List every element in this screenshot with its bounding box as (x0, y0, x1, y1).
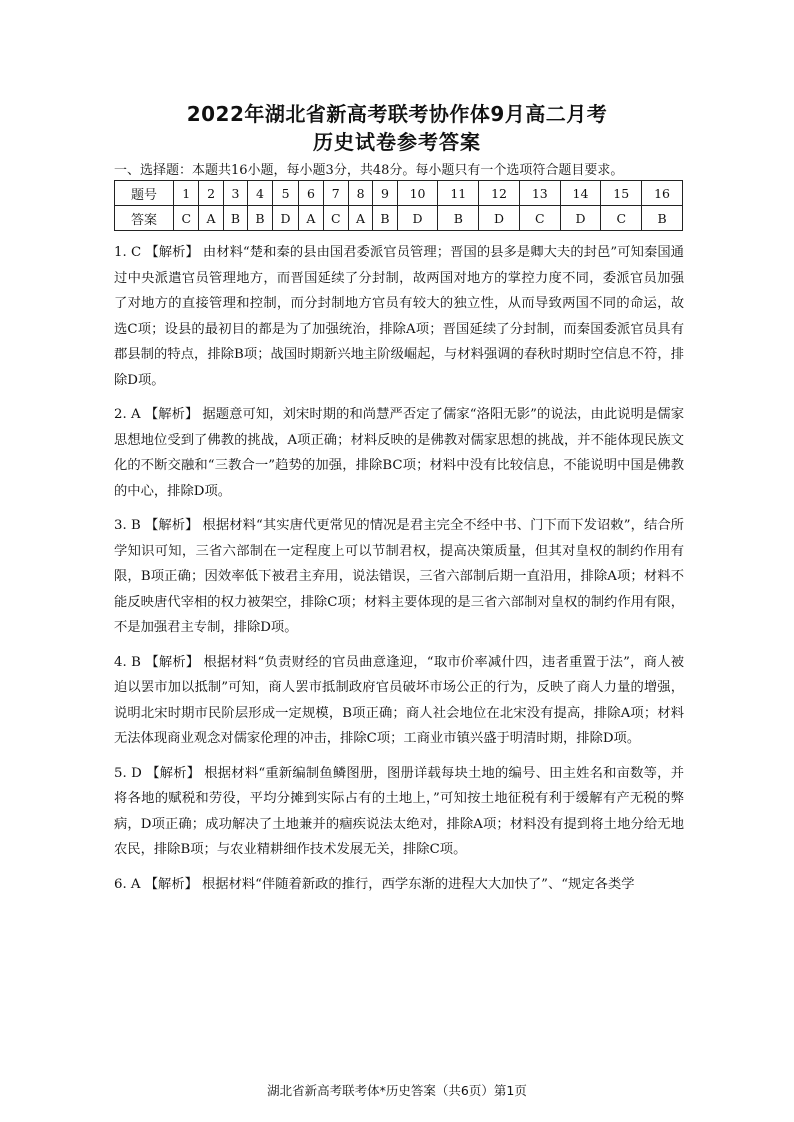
table-cell-answer: D (479, 206, 520, 231)
explanation-lead: 6. A 【解析】 (114, 876, 198, 892)
table-cell-answer: C (323, 206, 348, 231)
answer-table (114, 180, 683, 231)
explanation-item (114, 872, 684, 898)
table-cell-answer: C (601, 206, 642, 231)
table-cell-answer: B (438, 206, 479, 231)
table-cell-number: 4 (248, 181, 273, 206)
table-cell-number: 6 (299, 181, 323, 206)
explanation-text: 由材料“楚和秦的县由国君委派官员管理；晋国的县多是卿大夫的封邑”可知秦国通过中央派遣官员管理地方，而晋国延续了分封制，故两国对地方的掌控力度不同，委派官员加强了对地方的直接管理和控制，而分封制地方官员有较大的独立性，从而导致两国不同的命运，故选C项；设县的最初目的都是为了加强统治，排除A项；晋国延续了分封制，而秦国委派官员具有郡县制的特点，排除B项；战国时期新兴地主阶级崛起，与材料强调的春秋时期时空信息不符，排除D项。 (114, 245, 684, 388)
explanations (114, 240, 684, 906)
explanation-item (114, 761, 684, 863)
explanation-item (114, 650, 684, 752)
page-subtitle: 历史试卷参考答案 (313, 130, 481, 154)
table-cell-number: 16 (642, 181, 683, 206)
explanation-lead: 2. A 【解析】 (114, 407, 199, 422)
table-row-numbers (115, 181, 683, 206)
explanation-lead: 3. B 【解析】 (114, 518, 199, 533)
page-footer: 湖北省新高考联考体*历史答案（共6页）第1页 (267, 1083, 527, 1098)
explanation-lead: 4. B 【解析】 (114, 654, 200, 670)
table-cell-number: 10 (397, 181, 438, 206)
table-cell-answer: B (248, 206, 273, 231)
table-cell-number: 3 (223, 181, 248, 206)
explanation-text: 根据材料“伴随着新政的推行，西学东渐的进程大大加快了”、“规定各类学 (201, 876, 635, 892)
table-cell-number: 13 (519, 181, 560, 206)
table-cell-number: 15 (601, 181, 642, 206)
explanation-lead: 5. D 【解析】 (114, 765, 201, 781)
table-cell-answer: A (348, 206, 372, 231)
table-cell-answer: C (519, 206, 560, 231)
explanation-text: 根据材料“其实唐代更常见的情况是君主完全不经中书、门下而下发诏敕”，结合所学知识可知，三省六部制在一定程度上可以节制君权，提高决策质量，但其对皇权的制约作用有限，B项正确；因效率低下被君主弃用，说法错误，三省六部制后期一直沿用，排除A项；材料不能反映唐代宰相的权力被架空，排除C项；材料主要体现的是三省六部制对皇权的制约作用有限，不是加强君主专制，排除D项。 (114, 518, 684, 635)
table-cell-number: 12 (479, 181, 520, 206)
table-cell-answer: D (560, 206, 601, 231)
table-cell-answer: B (373, 206, 398, 231)
table-cell-number: 5 (272, 181, 299, 206)
table-cell-answer: B (642, 206, 683, 231)
section-instruction: 一、选择题：本题共16小题，每小题3分，共48分。每小题只有一个选项符合题目要求。 (114, 163, 624, 178)
table-cell-number: 8 (348, 181, 372, 206)
table-header-number: 题号 (115, 181, 174, 206)
table-cell-answer: A (299, 206, 323, 231)
explanation-item (114, 402, 684, 504)
explanation-text: 根据材料“重新编制鱼鳞图册，图册详载每块土地的编号、田主姓名和亩数等，并将各地的赋税和劳役，平均分摊到实际占有的土地上，”可知按土地征税有利于缓解有产无税的弊病，D项正确；成功解决了土地兼并的痼疾说法太绝对，排除A项；材料没有提到将土地分给无地农民，排除B项；与农业精耕细作技术发展无关，排除C项。 (114, 765, 684, 857)
page-title: 2022年湖北省新高考联考协作体9月高二月考 (186, 102, 608, 126)
explanation-lead: 1. C 【解析】 (114, 245, 199, 260)
table-cell-number: 1 (174, 181, 199, 206)
table-cell-number: 7 (323, 181, 348, 206)
table-cell-answer: B (223, 206, 248, 231)
table-cell-answer: D (272, 206, 299, 231)
table-cell-answer: A (199, 206, 223, 231)
table-cell-answer: C (174, 206, 199, 231)
explanation-item (114, 240, 684, 393)
table-row-answers (115, 206, 683, 231)
table-cell-number: 9 (373, 181, 398, 206)
explanation-text: 据题意可知，刘宋时期的和尚慧严否定了儒家“洛阳无影”的说法，由此说明是儒家思想地位受到了佛教的挑战，A项正确；材料反映的是佛教对儒家思想的挑战，并不能体现民族文化的不断交融和“三教合一”趋势的加强，排除BC项；材料中没有比较信息，不能说明中国是佛教的中心，排除D项。 (114, 407, 684, 499)
explanation-text: 根据材料“负责财经的官员曲意逢迎，“取市价率减什四，违者重置于法”，商人被迫以罢市加以抵制”可知，商人罢市抵制政府官员破坏市场公正的行为，反映了商人力量的增强，说明北宋时期市民阶层形成一定规模，B项正确；商人社会地位在北宋没有提高，排除A项；材料无法体现商业观念对儒家伦理的冲击，排除C项；工商业市镇兴盛于明清时期，排除D项。 (114, 654, 684, 746)
table-cell-answer: D (397, 206, 438, 231)
explanation-item (114, 513, 684, 641)
table-cell-number: 2 (199, 181, 223, 206)
table-cell-number: 14 (560, 181, 601, 206)
table-cell-number: 11 (438, 181, 479, 206)
table-header-answer: 答案 (115, 206, 174, 231)
